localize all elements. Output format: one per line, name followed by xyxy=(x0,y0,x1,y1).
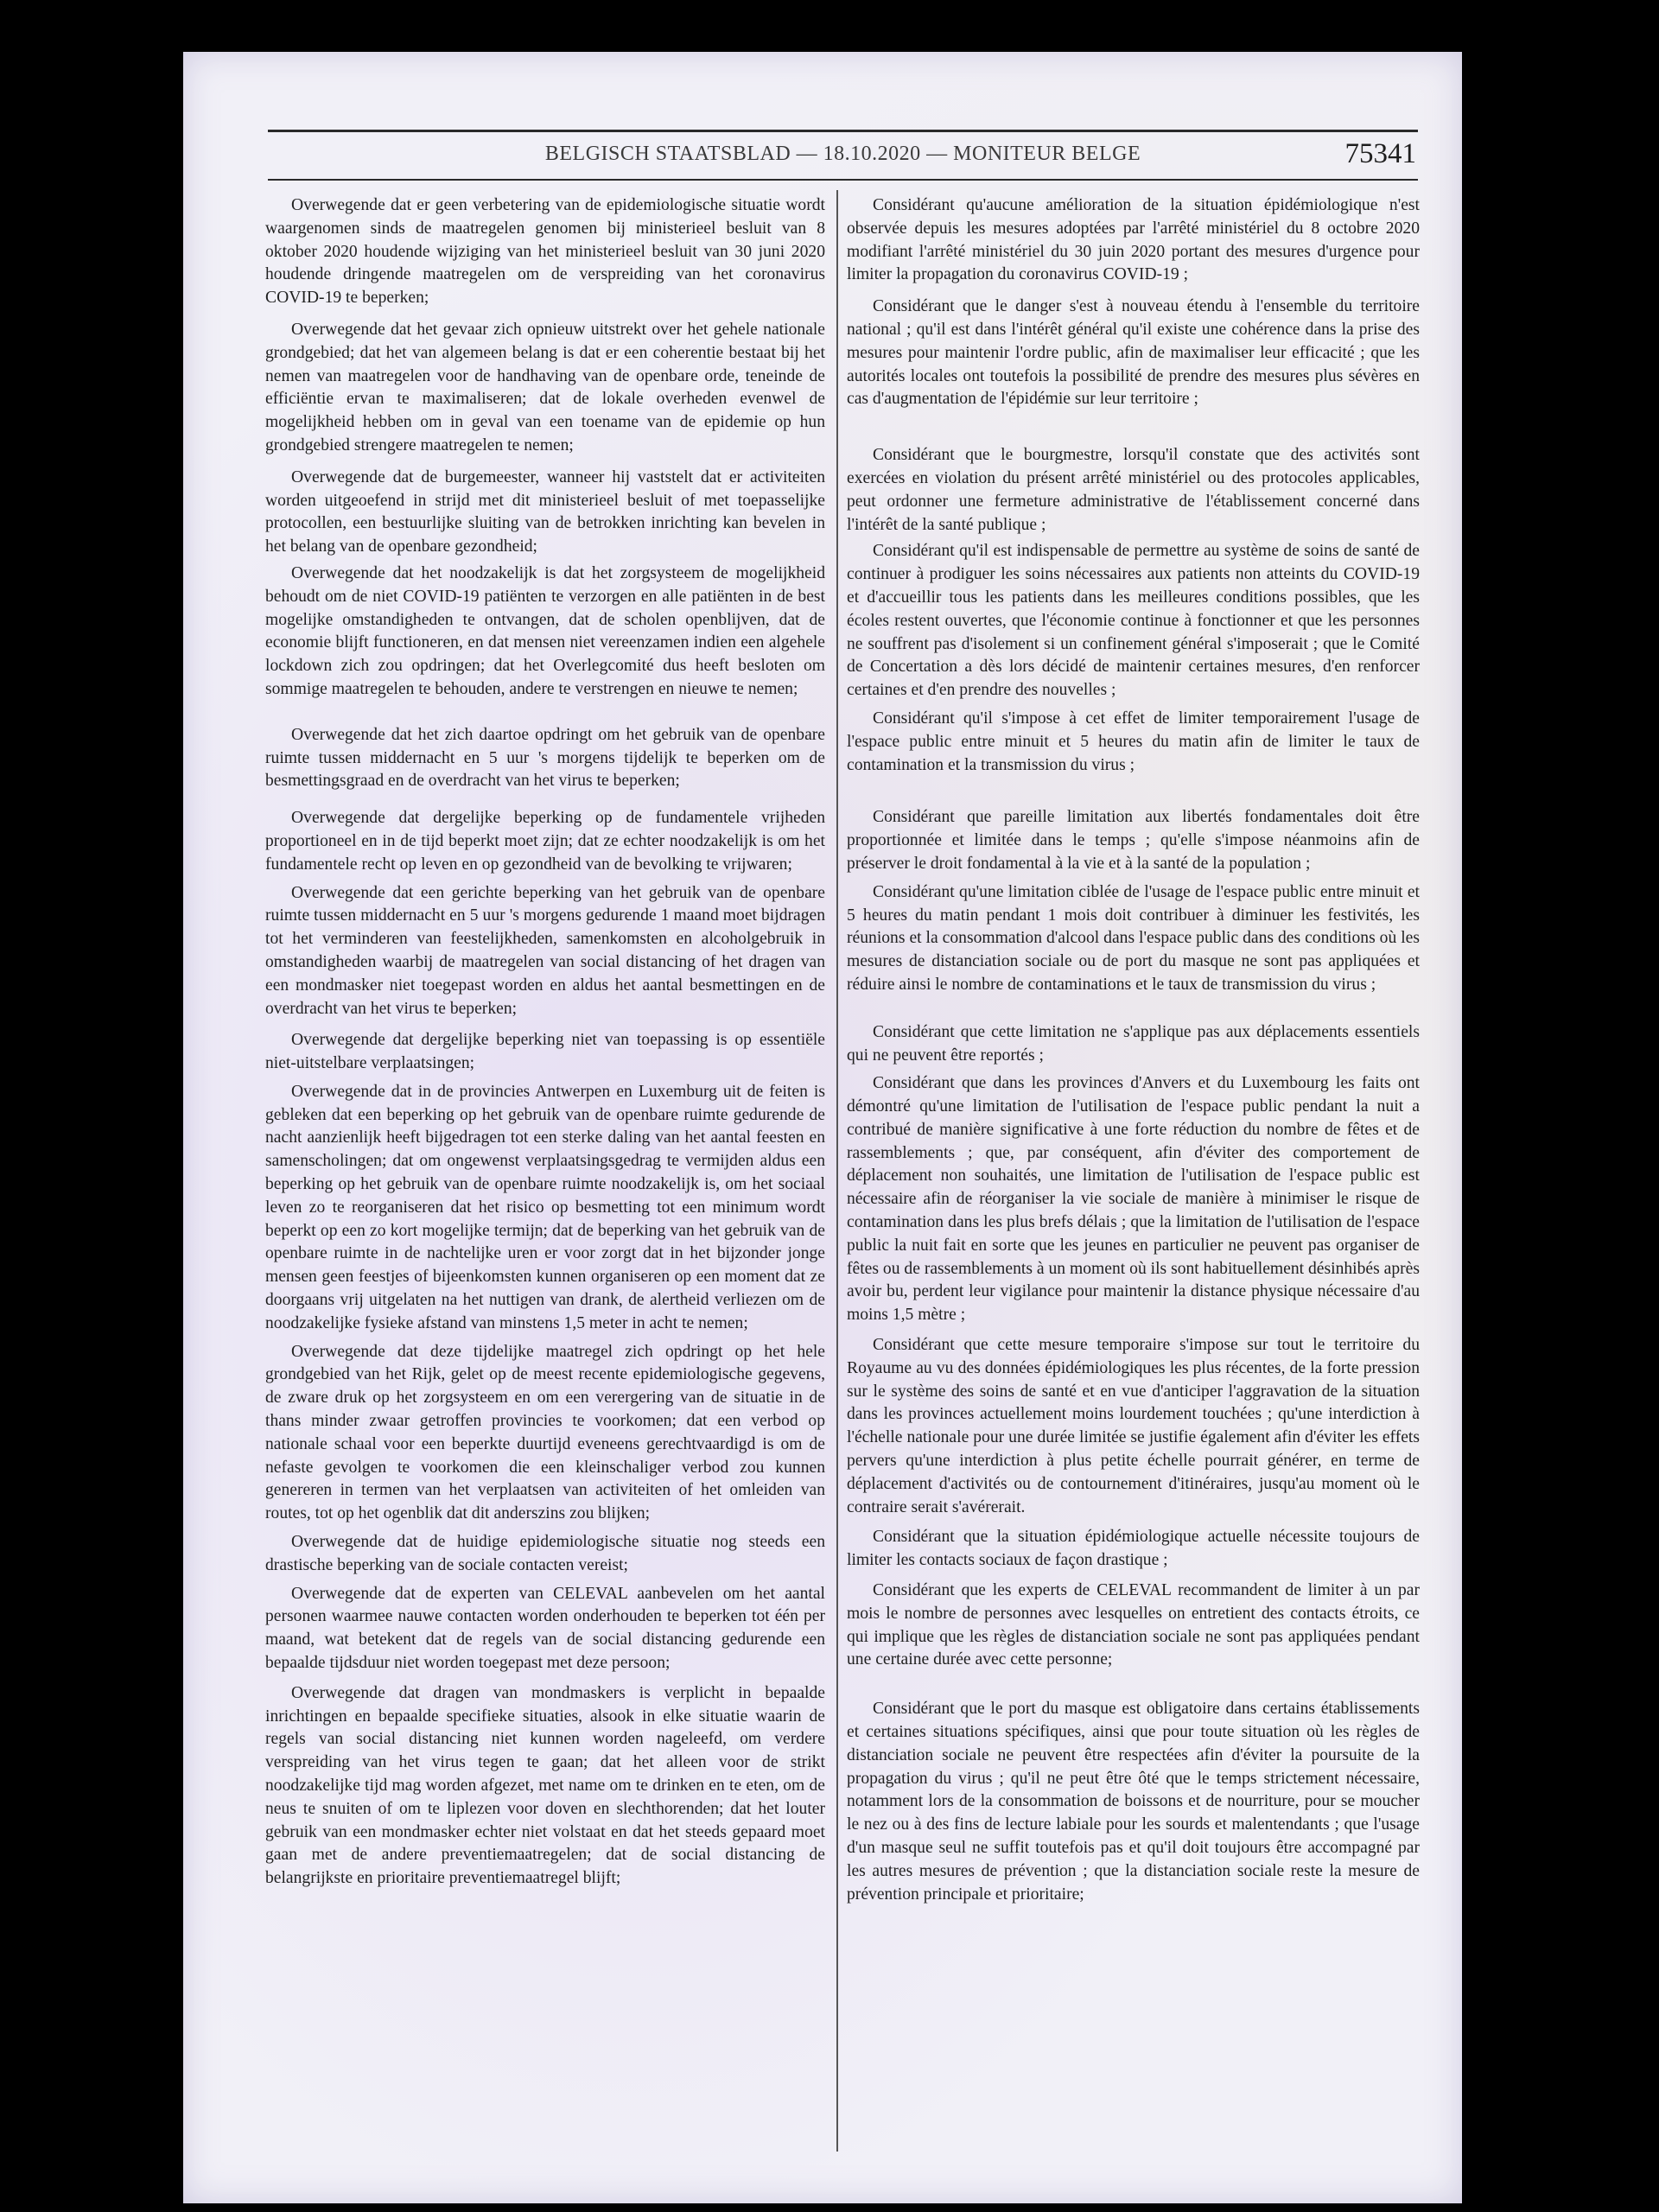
paragraph-nl: Overwegende dat dergelijke beperking niet van toepassing is op essentiële niet-uitstelbare verplaatsingen; xyxy=(265,1031,825,1073)
page-number: 75341 xyxy=(1344,138,1416,169)
paragraph-fr: Considérant qu'une limitation ciblée de l'usage de l'espace public entre minuit et 5 heures du matin pendant 1 mois doit contribuer à diminuer les festivités, les réunions et la consommation d'alcool dans l'espace public dans des conditions où les mesures de distanciation sociale ou de port du masque ne sont pas appliquées et réduire ainsi le nombre de contaminations et le taux de transmission du virus ; xyxy=(847,882,1420,994)
paragraph-fr: Considérant que dans les provinces d'Anvers et du Luxembourg les faits ont démontré qu'une limitation de l'utilisation de l'espace public pendant la nuit a contribué de manière significative à une forte réduction du nombre de fêtes et de rassemblements ; que, par conséquent, afin d'éviter des comportement de déplacement non souhaités, une limitation de l'utilisation de l'espace public est nécessaire afin de réorganiser la vie sociale de manière à minimiser le risque de contamination dans les plus brefs délais ; que la limitation de l'utilisation de l'espace public la nuit fait en sorte que les jeunes en particulier ne peuvent pas organiser de fêtes ou de rassemblements à un moment où ils sont habituellement désinhibés après avoir bu, perdent leur vigilance pour maintenir la distance physique nécessaire d'au moins 1,5 mètre ; xyxy=(847,1074,1420,1325)
paragraph-nl: Overwegende dat een gerichte beperking van het gebruik van de openbare ruimte tussen middernacht en 5 uur 's morgens gedurende 1 maand moet bijdragen tot het verminderen van feestelijkheden, samenkomsten en alcoholgebruik in omstandigheden waarbij de maatregelen van social distancing of het dragen van een mondmasker niet toegepast worden en aldus het aantal besmettingen en de overdracht van het virus te beperken; xyxy=(265,883,825,1018)
paragraph-nl: Overwegende dat het noodzakelijk is dat het zorgsysteem de mogelijkheid behoudt om de niet COVID-19 patiënten te verzorgen en alle patiënten in de best mogelijke omstandigheden te ontvangen, dat de scholen openblijven, dat de economie blijft functioneren, en dat mensen niet vereenzamen indien een algehele lockdown zich zou opdringen; dat het Overlegcomité dus heeft besloten om sommige maatregelen te behouden, andere te verstrengen en nieuwe te nemen; xyxy=(265,563,825,698)
paragraph-fr: Considérant qu'aucune amélioration de la situation épidémiologique n'est observée depuis les mesures adoptées par l'arrêté ministériel du 8 octobre 2020 modifiant l'arrêté ministériel du 30 juin 2020 portant des mesures d'urgence pour limiter la propagation du coronavirus COVID-19 ; xyxy=(847,196,1420,284)
paragraph-fr: Considérant que la situation épidémiologique actuelle nécessite toujours de limiter les contacts sociaux de façon drastique ; xyxy=(847,1528,1420,1570)
paragraph-fr: Considérant qu'il est indispensable de permettre au système de soins de santé de continuer à prodiguer les soins nécessaires aux patients non atteints du COVID-19 et d'accueillir tous les patients dans les meilleures conditions possibles, que les écoles restent ouvertes, que l'économie continue à fonctionner et que les personnes ne souffrent pas d'isolement si un confinement général s'imposerait ; que le Comité de Concertation a dès lors décidé de maintenir certaines mesures, d'en renforcer certaines et d'en prendre des nouvelles ; xyxy=(847,542,1420,700)
gazette-title: BELGISCH STAATSBLAD — 18.10.2020 — MONITEUR BELGE xyxy=(544,143,1141,165)
dutch-column xyxy=(265,194,825,2169)
paragraph-nl: Overwegende dat deze tijdelijke maatregel zich opdringt op het hele grondgebied van het Rijk, gelet op de meest recente epidemiologische gegevens, de zware druk op het zorgsysteem en om een verergering van de situatie in de thans minder zwaar getroffen provincies te voorkomen; dat een verbod op nationale schaal voor een beperkte duurtijd eveneens gerechtvaardigd is om de nefaste gevolgen te voorkomen die een kleinschaliger verbod zou kunnen genereren in termen van het verplaatsen van activiteiten of het omleiden van routes, tot op het ogenblik dat dit anderszins zou blijken; xyxy=(265,1342,825,1523)
paragraph-nl: Overwegende dat de experten van CELEVAL aanbevelen om het aantal personen waarmee nauwe contacten worden onderhouden te beperken tot één per maand, wat betekent dat de regels van de social distancing gedurende een bepaalde tijdsduur niet worden toegepast met deze persoon; xyxy=(265,1584,825,1673)
paragraph-fr: Considérant que le danger s'est à nouveau étendu à l'ensemble du territoire national ; qu'il est dans l'intérêt général qu'il existe une cohérence dans la prise des mesures pour maintenir l'ordre public, afin de maximaliser leur efficacité ; que les autorités locales ont toutefois la possibilité de prendre des mesures plus sévères en cas d'augmentation de l'épidémie sur leur territoire ; xyxy=(847,297,1420,409)
paragraph-fr: Considérant que les experts de CELEVAL recommandent de limiter à un par mois le nombre de personnes avec lesquelles on entretient des contacts étroits, ce qui implique que les règles de distanciation sociale ne sont pas appliquées pendant une certaine durée avec cette personne; xyxy=(847,1581,1420,1669)
paragraph-nl: Overwegende dat het gevaar zich opnieuw uitstrekt over het gehele nationale grondgebied; dat het van algemeen belang is dat er een coherentie bestaat bij het nemen van maatregelen voor de handhaving van de openbare orde, teneinde de efficiëntie ervan te maximaliseren; dat de lokale overheden evenwel de mogelijkheid hebben om in geval van een toename van de epidemie op hun grondgebied strengere maatregelen te nemen; xyxy=(265,320,825,454)
paragraph-nl: Overwegende dat de huidige epidemiologische situatie nog steeds een drastische beperking van de sociale contacten vereist; xyxy=(265,1533,825,1574)
column-divider xyxy=(836,190,838,2152)
document-screen xyxy=(183,52,1462,2203)
paragraph-fr: Considérant que cette limitation ne s'applique pas aux déplacements essentiels qui ne peuvent être reportés ; xyxy=(847,1022,1420,1065)
paragraph-nl: Overwegende dat in de provincies Antwerpen en Luxemburg uit de feiten is gebleken dat een beperking op het gebruik van de openbare ruimte gedurende de nacht aanzienlijk heeft bijgedragen tot een sterke daling van het aantal feesten en samenscholingen; dat om ongewenst verplaatsingsgedrag te vermijden aldus een beperking op het gebruik van de openbare ruimte noodzakelijk is, om het sociaal leven zo te reorganiseren dat het risico op besmetting tot een minimum wordt beperkt op een zo kort mogelijke termijn; dat de beperking van het gebruik van de openbare ruimte in de nachtelijke uren er voor zorgt dat in het bijzonder jonge mensen geen feestjes of bijeenkomsten kunnen organiseren op een moment dat ze doorgaans vrij uitgelaten na het nuttigen van drank, de alertheid verliezen om de noodzakelijke fysieke afstand van minstens 1,5 meter in acht te nemen; xyxy=(265,1082,825,1332)
french-column xyxy=(847,194,1420,2169)
paragraph-nl: Overwegende dat de burgemeester, wanneer hij vaststelt dat er activiteiten worden uitgeoefend in strijd met dit ministerieel besluit of met toepasselijke protocollen, een bestuurlijke sluiting van de betrokken inrichting kan bevelen in het belang van de openbare gezondheid; xyxy=(265,467,825,556)
paragraph-fr: Considérant qu'il s'impose à cet effet de limiter temporairement l'usage de l'espace public entre minuit et 5 heures du matin afin de limiter le taux de contamination et la transmission du virus ; xyxy=(847,709,1420,774)
paragraph-fr: Considérant que cette mesure temporaire s'impose sur tout le territoire du Royaume au vu des données épidémiologiques les plus récentes, de la forte pression sur le système des soins de santé et en vue d'anticiper l'aggravation de la situation dans les provinces actuellement moins lourdement touchées ; qu'une interdiction à l'échelle nationale pour une durée limitée se justifie également afin d'éviter les effets pervers qu'une interdiction à plus petite échelle pourrait générer, en terme de déplacement d'activités ou de contournement d'itinéraires, jusqu'au moment où le contraire serait s'avérerait. xyxy=(847,1336,1420,1516)
paragraph-fr: Considérant que pareille limitation aux libertés fondamentales doit être proportionnée et limitée dans le temps ; qu'elle s'impose néanmoins afin de préserver le droit fondamental à la vie et à la santé de la population ; xyxy=(847,808,1420,873)
paragraph-nl: Overwegende dat er geen verbetering van de epidemiologische situatie wordt waargenomen sinds de maatregelen genomen bij ministerieel besluit van 8 oktober 2020 houdende wijziging van het ministerieel besluit van 30 juni 2020 houdende dringende maatregelen om de verspreiding van het coronavirus COVID-19 te beperken; xyxy=(265,196,825,308)
paragraph-nl: Overwegende dat het zich daartoe opdringt om het gebruik van de openbare ruimte tussen middernacht en 5 uur 's morgens tijdelijk te beperken om de besmettingsgraad en de overdracht van het virus te beperken; xyxy=(265,725,825,791)
paragraph-fr: Considérant que le port du masque est obligatoire dans certains établissements et certaines situations spécifiques, ainsi que pour toute situation où les règles de distanciation sociale ne peuvent être respectées afin d'éviter la poursuite de la propagation du virus ; qu'il ne peut être ôté que le temps strictement nécessaire, notamment lors de la consommation de boissons et de nourriture, pour se moucher le nez ou à des fins de lecture labiale pour les sourds et malentendants ; que l'usage d'un masque seul ne suffit toutefois pas et qu'il doit toujours être accompagné par les autres mesures de prévention ; que la distanciation sociale reste la mesure de prévention principale et prioritaire; xyxy=(847,1700,1420,1904)
paragraph-fr: Considérant que le bourgmestre, lorsqu'il constate que des activités sont exercées en violation du présent arrêté ministériel ou des protocoles applicables, peut ordonner une fermeture administrative de l'établissement concerné dans l'intérêt de la santé publique ; xyxy=(847,446,1420,534)
page-header xyxy=(268,130,1418,181)
paragraph-nl: Overwegende dat dergelijke beperking op de fundamentele vrijheden proportioneel en in de tijd beperkt moet zijn; dat ze echter noodzakelijk is om het fundamentele recht op leven en op gezondheid van de bevolking te vrijwaren; xyxy=(265,809,825,874)
paragraph-nl: Overwegende dat dragen van mondmaskers is verplicht in bepaalde inrichtingen en bepaalde specifieke situaties, alsook in elke situatie waarin de regels van social distancing niet kunnen worden nageleefd, om verdere verspreiding van het virus tegen te gaan; dat het alleen voor de strikt noodzakelijke tijd mag worden afgezet, met name om te drinken en te eten, om de neus te snuiten of om te liplezen voor doven en slechthorenden; dat het louter gebruik van een mondmasker echter niet volstaat en dat het steeds gepaard moet gaan met de andere preventiemaatregelen; dat de social distancing de belangrijkste en prioritaire preventiemaatregel blijft; xyxy=(265,1683,825,1888)
